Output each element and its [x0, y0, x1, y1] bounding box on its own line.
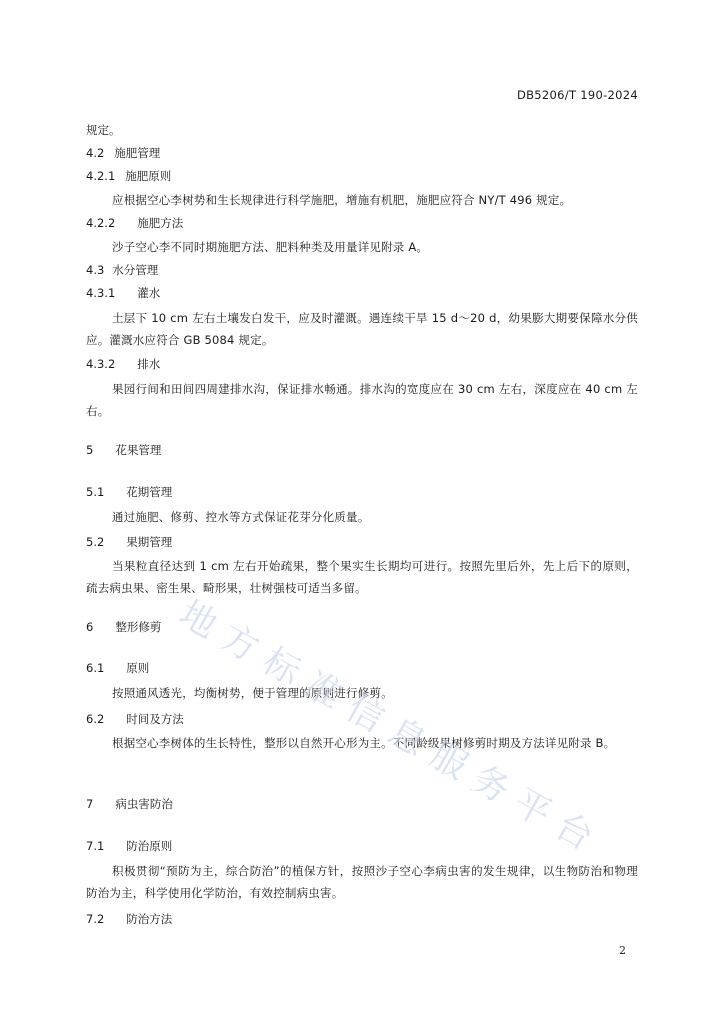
section-4-3-heading: [86, 263, 158, 277]
section-title: 施肥原则: [125, 169, 172, 183]
section-number: 5.2: [86, 535, 105, 549]
section-7-1-text: 积极贯彻“预防为主，综合防治”的植保方针，按照沙子空心李病虫害的发生规律，以生物防治和物理防治为主，科学使用化学防治，有效控制病虫害。: [86, 864, 638, 900]
section-title: 整形修剪: [115, 620, 162, 634]
section-number: 5: [86, 443, 94, 457]
section-number: 6.2: [86, 712, 105, 726]
section-number: 4.2.1: [86, 169, 116, 183]
section-6-1-text: 按照通风透光，均衡树势，便于管理的原则进行修剪。: [112, 686, 393, 700]
section-4-3-2-heading: [86, 357, 160, 371]
watermark-glyph: 方: [214, 616, 266, 671]
watermark-glyph: 准: [297, 663, 350, 718]
standard-code: DB5206/T 190-2024: [516, 88, 638, 102]
section-title: 水分管理: [112, 263, 159, 277]
section-6-heading: [86, 620, 161, 634]
section-number: 6: [86, 620, 94, 634]
section-number: 4.2: [86, 146, 105, 160]
watermark-glyph: 台: [548, 805, 600, 859]
section-title: 施肥管理: [114, 146, 161, 160]
watermark-glyph: 标: [255, 640, 308, 694]
section-number: 4.2.2: [86, 216, 116, 230]
section-title: 时间及方法: [126, 712, 184, 726]
section-5-2-heading: [86, 535, 172, 549]
section-4-2-1-heading: [86, 169, 171, 183]
section-number: 4.3.2: [86, 357, 116, 371]
section-title: 花期管理: [126, 485, 173, 499]
section-5-heading: [86, 443, 161, 457]
section-title: 病虫害防治: [115, 797, 173, 811]
section-title: 灌水: [137, 286, 161, 300]
section-4-3-1-heading: [86, 286, 160, 300]
section-5-1-heading: [86, 485, 172, 499]
section-number: 4.3: [86, 263, 105, 277]
section-title: 花果管理: [115, 443, 162, 457]
section-6-1-heading: [86, 661, 149, 675]
watermark-glyph: 地: [172, 593, 224, 647]
section-4-3-2-text: 果园行间和田间四周建排水沟，保证排水畅通。排水沟的宽度应在 30 cm 左右，深度应在 40 cm 左右。: [86, 382, 638, 418]
continuation-text: 规定。: [86, 123, 121, 137]
section-5-2-text: 当果粒直径达到 1 cm 左右开始疏果，整个果实生长期均可进行。按照先里后外，先上后下的原则，疏去病虫果、密生果、畸形果，壮树强枝可适当多留。: [86, 559, 638, 595]
section-4-2-1-text: 应根据空心李树势和生长规律进行科学施肥，增施有机肥，施肥应符合 NY/T 496 规定。: [112, 193, 572, 207]
section-4-2-2-heading: [86, 216, 183, 230]
watermark-glyph: 信: [339, 687, 391, 741]
section-7-1-heading: [86, 839, 172, 853]
watermark-glyph: 务: [464, 758, 517, 812]
section-number: 5.1: [86, 485, 105, 499]
section-number: 7.1: [86, 839, 105, 853]
section-6-2-heading: [86, 712, 184, 726]
section-number: 6.1: [86, 661, 105, 675]
section-6-2-text: 根据空心李树体的生长特性，整形以自然开心形为主。不同龄级果树修剪时期及方法详见附录 B。: [112, 736, 616, 750]
section-title: 防治方法: [126, 912, 173, 926]
watermark-glyph: 息: [381, 711, 433, 765]
section-number: 7.2: [86, 912, 105, 926]
section-4-3-1-text: 土层下 10 cm 左右土壤发白发干，应及时灌溉。遇连续干旱 15 d～20 d，幼果膨大期要保障水分供应。灌溉水应符合 GB 5084 规定。: [86, 311, 638, 347]
section-title: 排水: [137, 357, 161, 371]
section-title: 施肥方法: [137, 216, 184, 230]
section-number: 4.3.1: [86, 286, 116, 300]
section-title: 防治原则: [126, 839, 173, 853]
watermark-glyph: 平: [506, 781, 558, 836]
section-5-1-text: 通过施肥、修剪、控水等方式保证花芽分化质量。: [112, 510, 370, 524]
page-number: 2: [619, 944, 626, 957]
section-title: 果期管理: [126, 535, 173, 549]
section-number: 7: [86, 797, 94, 811]
section-4-2-heading: [86, 146, 160, 160]
section-4-2-2-text: 沙子空心李不同时期施肥方法、肥料种类及用量详见附录 A。: [112, 240, 429, 254]
watermark-text: [172, 593, 600, 858]
section-7-2-heading: [86, 912, 172, 926]
section-7-heading: [86, 797, 173, 811]
section-title: 原则: [126, 661, 150, 675]
watermark-glyph: 服: [422, 734, 475, 789]
